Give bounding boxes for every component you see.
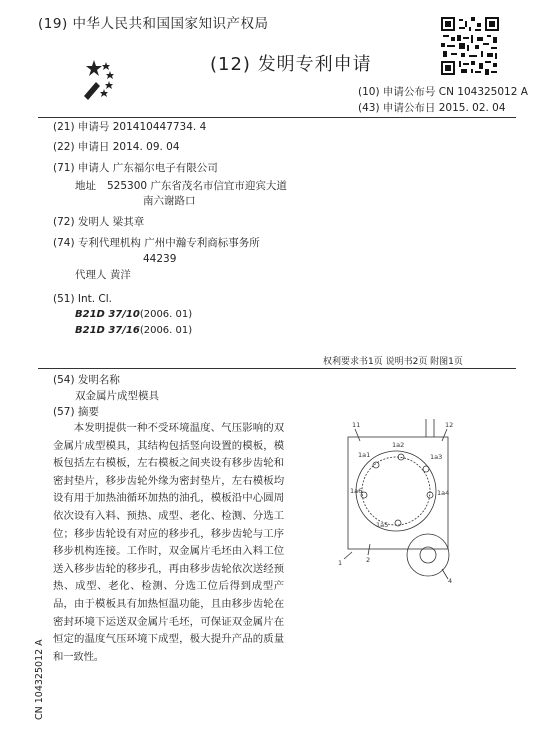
publication-number-label: (10) 申请公布号 [358,86,436,98]
summary-rule [38,368,516,369]
application-date-value: 2014. 09. 04 [112,141,180,153]
publication-date-label: (43) 申请公布日 [358,102,436,114]
figure-label: 12 [445,421,454,429]
ipc-entry [75,325,192,336]
applicant [53,161,218,175]
ipc-version: (2006. 01) [139,309,193,320]
office-title: (19) 中华人民共和国国家知识产权局 [38,16,269,32]
agent-value: 黄洋 [109,269,131,281]
figure-label: 1a2 [392,441,405,449]
figure-label: 11 [352,421,361,429]
step-hole [395,520,401,526]
abstract-text: 本发明提供一种不受环境温度、气压影响的双金属片成型模具，其结构包括竖向设置的模板，模板包括左右模板，左右模板之间夹设有移步齿轮和密封垫片，移步齿轮外缘为密封垫片，左右模板均设有用于加热油循环加热的油孔，模板沿中心圆周依次设有入料、预热、成型、老化、检测、分选工位；移步齿轮设有对应的移步孔，移步齿轮与工序移步机构连接。工作时，双金属片毛坯由入料工位送入移步齿轮的移步孔，再由移步齿轮依次送经预热、成型、老化、检测、分选工位后得到成型产品，由于模板具有加热恒温功能，且由移步齿轮在密封环境下运送双金属片毛坯，可保证双金属片在恒定的温度气压环境下成型，极大提升产品的质量和一致性。 [53,422,284,663]
applicant-value: 广东福尔电子有限公司 [112,162,218,174]
national-emblem-logo [82,56,126,100]
agency-value: 广州中瀚专利商标事务所 [144,237,260,249]
leader-line [355,429,360,441]
application-date-label: (22) 申请日 [53,141,110,153]
leader-line [442,429,447,441]
leader-line [344,552,352,559]
leader-line [368,544,370,555]
inventor [53,215,144,229]
ipc-code: B21D 37/16 [75,325,140,336]
publication-number-value: CN 104325012 A [438,86,528,98]
figure-label: 1 [338,559,343,567]
roller-hub [420,547,436,563]
application-number-label: (21) 申请号 [53,121,110,133]
application-number-value: 201410447734. 4 [112,121,207,133]
agency-code: 44239 [143,253,177,265]
step-hole [423,466,429,472]
ipc-entry [75,309,192,320]
inventor-label: (72) 发明人 [53,216,110,228]
address-line-2: 南六谢路口 [143,195,196,207]
qr-code [441,17,499,75]
publication-date-value: 2015. 02. 04 [438,102,506,114]
agency-label: (74) 专利代理机构 [53,237,141,249]
application-date [53,140,180,154]
publication-number [358,84,528,99]
agent-label: 代理人 [75,269,107,281]
inventor-value: 梁其章 [112,216,145,228]
figure-label: 2 [366,556,371,564]
ipc-code: B21D 37/10 [75,309,140,320]
side-publication-code: CN 104325012 A [34,639,45,720]
step-gear [356,451,436,531]
header-rule [38,117,516,118]
figure-label: 1a1 [358,451,371,459]
address-label: 地址 [75,180,96,192]
publication-date [358,100,506,115]
figure-label: 1a5 [376,521,389,529]
figure-label: 4 [448,577,453,584]
figure-label: 1a3 [430,453,443,461]
ipc-version: (2006. 01) [139,325,193,336]
document-kind: (12) 发明专利申请 [210,54,372,75]
invention-title: 双金属片成型模具 [75,390,159,402]
abstract-label: (57) 摘要 [53,406,99,418]
applicant-label: (71) 申请人 [53,162,110,174]
ipc-label: (51) Int. Cl. [53,293,113,305]
application-number [53,120,206,134]
figure-label: 1a4 [437,489,450,497]
patent-agency [53,236,260,250]
agent [75,268,131,282]
step-gear-inner [362,457,430,525]
address-line-1: 525300 广东省茂名市信宜市迎宾大道 [107,180,287,192]
page-count-summary: 权利要求书1页 说明书2页 附图1页 [323,357,463,367]
mold-drawing [300,419,480,584]
step-hole [373,462,379,468]
figure-label: 1a6 [350,487,363,495]
title-label: (54) 发明名称 [53,374,120,386]
